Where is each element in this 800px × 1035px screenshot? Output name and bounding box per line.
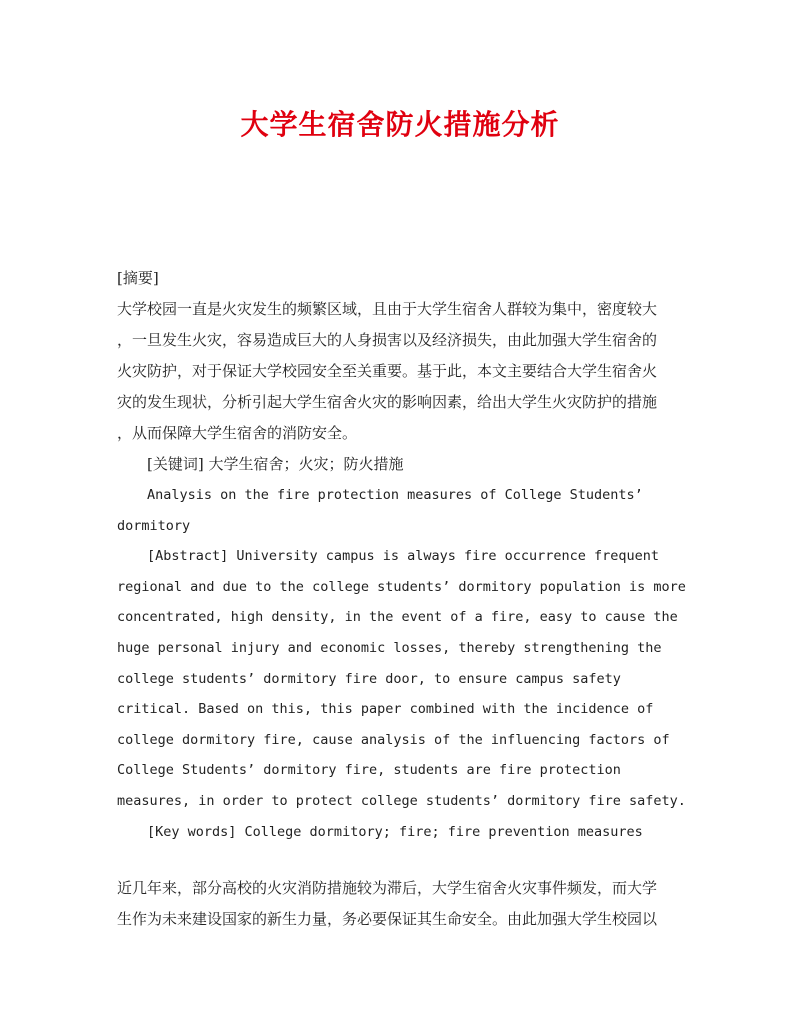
intro-line: 近几年来，部分高校的火灾消防措施较为滞后，大学生宿舍火灾事件频发，而大学 bbox=[117, 879, 658, 897]
abstract-line: 火灾防护，对于保证大学校园安全至关重要。基于此，本文主要结合大学生宿舍火 bbox=[117, 362, 658, 380]
english-abstract-line: College Students’ dormitory fire, students are fire protection bbox=[117, 762, 621, 779]
keywords-en: [Key words] College dormitory; fire; fire prevention measures bbox=[147, 823, 643, 840]
abstract-line: 大学校园一直是火灾发生的频繁区域，且由于大学生宿舍人群较为集中，密度较大 bbox=[117, 300, 658, 318]
english-abstract-line: concentrated, high density, in the event of a fire, easy to cause the bbox=[117, 609, 678, 626]
english-abstract-line: critical. Based on this, this paper combined with the incidence of bbox=[117, 701, 654, 718]
chinese-abstract bbox=[117, 263, 687, 480]
abstract-line: ，一旦发生火灾，容易造成巨大的人身损害以及经济损失，由此加强大学生宿舍的 bbox=[117, 331, 658, 349]
english-abstract-line: college dormitory fire, cause analysis of the influencing factors of bbox=[117, 731, 670, 748]
abstract-line: ，从而保障大学生宿舍的消防安全。 bbox=[117, 424, 358, 442]
intro-paragraph bbox=[117, 873, 687, 935]
english-abstract bbox=[117, 480, 687, 847]
english-abstract-line: huge personal injury and economic losses, thereby strengthening the bbox=[117, 639, 662, 656]
abstract-line: 灾的发生现状，分析引起大学生宿舍火灾的影响因素，给出大学生火灾防护的措施 bbox=[117, 393, 658, 411]
english-abstract-line: regional and due to the college students’ dormitory population is more bbox=[117, 578, 686, 595]
english-title-line: dormitory bbox=[117, 517, 191, 534]
english-abstract-line: college students’ dormitory fire door, to ensure campus safety bbox=[117, 670, 621, 687]
english-abstract-line: measures, in order to protect college students’ dormitory fire safety. bbox=[117, 792, 686, 809]
document-title: 大学生宿舍防火措施分析 bbox=[240, 108, 560, 141]
english-title-line: Analysis on the fire protection measures of College Students’ bbox=[147, 487, 643, 503]
english-abstract-line: [Abstract] University campus is always fire occurrence frequent bbox=[147, 548, 660, 565]
keywords-cn: [关键词] 大学生宿舍；火灾；防火措施 bbox=[147, 455, 404, 473]
intro-line: 生作为未来建设国家的新生力量，务必要保证其生命安全。由此加强大学生校园以 bbox=[117, 910, 658, 928]
abstract-heading: [摘要] bbox=[117, 269, 159, 287]
